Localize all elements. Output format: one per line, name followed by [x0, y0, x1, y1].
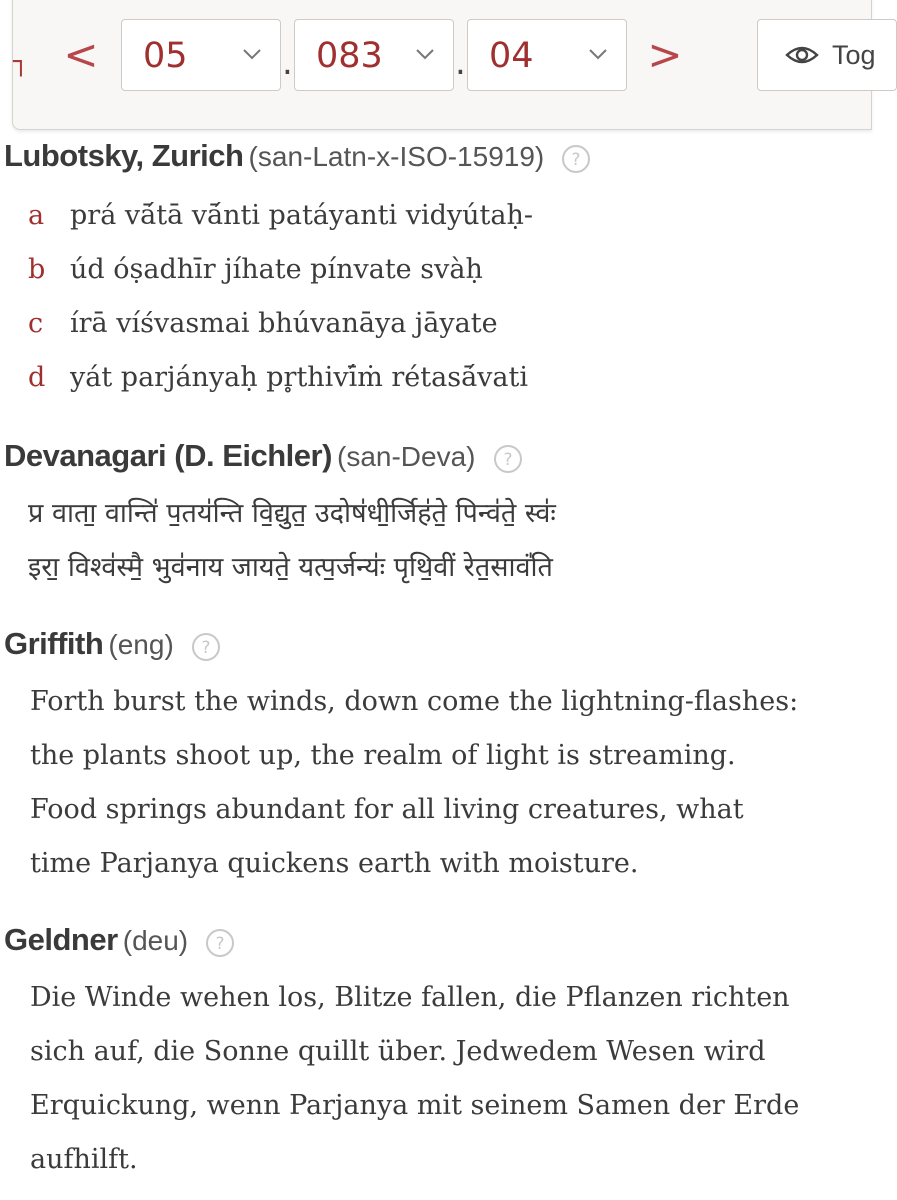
verse-line — [28, 196, 533, 236]
help-icon[interactable] — [561, 144, 591, 174]
language-tag: (deu) — [122, 925, 189, 956]
translation-line: sich auf, die Sonne quillt über. Jedwedem Wesen wird — [30, 1036, 766, 1067]
verse-text: úd óṣadhīr jíhate pínvate svàḥ — [70, 254, 483, 285]
translation-line: time Parjanya quickens earth with moisture. — [30, 848, 639, 879]
navigation-bar — [12, 0, 876, 130]
stanza-select-value: 04 — [489, 36, 534, 76]
next-stanza-button[interactable]: > — [647, 30, 683, 79]
toggle-button[interactable] — [757, 19, 897, 91]
hymn-select[interactable] — [294, 19, 454, 91]
help-icon[interactable] — [205, 928, 235, 958]
book-select-value: 05 — [143, 36, 188, 76]
partial-nav-glyph: ┐ — [13, 47, 29, 77]
devanagari-section-header — [4, 438, 523, 482]
help-icon[interactable] — [493, 444, 523, 474]
verse-line — [28, 358, 528, 398]
section-title: Geldner — [4, 922, 118, 957]
griffith-section-header — [4, 626, 221, 670]
chevron-down-icon — [413, 42, 437, 66]
select-separator: . — [455, 43, 466, 83]
geldner-section-header — [4, 922, 235, 966]
toggle-button-label: Tog — [832, 40, 876, 70]
previous-stanza-button[interactable]: < — [63, 30, 99, 79]
svg-text:?: ? — [215, 933, 225, 954]
language-tag: (san-Latn-x-ISO-15919) — [248, 141, 545, 172]
translation-line: Food springs abundant for all living creatures, what — [30, 794, 744, 825]
chevron-down-icon — [240, 42, 264, 66]
select-separator: . — [282, 43, 293, 83]
line-letter: d — [28, 362, 46, 393]
stanza-select[interactable] — [467, 19, 627, 91]
devanagari-line: प्र वाता॒ वान्ति॑ प॒तय॑न्ति वि॒द्युत॒ उदोष॑धी॒र्जिह॑ते॒ पिन्व॑ते॒ स्वः॑ — [28, 498, 556, 529]
language-tag: (san-Deva) — [337, 441, 476, 472]
translation-line: Forth burst the winds, down come the lightning-flashes: — [30, 686, 799, 717]
verse-text: írā víśvasmai bhúvanāya jāyate — [70, 308, 498, 339]
section-title: Lubotsky, Zurich — [4, 138, 244, 173]
translation-line: the plants shoot up, the realm of light is streaming. — [30, 740, 736, 771]
section-title: Devanagari (D. Eichler) — [4, 438, 332, 473]
verse-text: prá vā́tā vā́nti patáyanti vidyútaḥ- — [70, 200, 533, 231]
verse-line — [28, 250, 483, 290]
devanagari-line: इरा॒ विश्व॑स्मै॒ भुव॑नाय जायते॒ यत्प॒र्जन्यः॑ पृथि॒वीं रेत॒सावं॑ति — [28, 552, 553, 583]
line-letter: b — [28, 254, 46, 285]
chevron-down-icon — [586, 42, 610, 66]
book-select[interactable] — [121, 19, 281, 91]
verse-text: yát parjányaḥ pr̥thivī́ṁ rétasā́vati — [70, 362, 529, 393]
eye-icon — [785, 42, 819, 68]
section-title: Griffith — [4, 626, 104, 661]
translation-line: aufhilft. — [30, 1144, 138, 1175]
hymn-select-value: 083 — [316, 36, 383, 76]
line-letter: c — [28, 308, 44, 339]
help-icon[interactable] — [191, 632, 221, 662]
svg-text:?: ? — [201, 637, 211, 658]
language-tag: (eng) — [108, 629, 174, 660]
verse-line — [28, 304, 498, 344]
svg-text:?: ? — [571, 149, 581, 170]
lubotsky-section-header — [4, 138, 591, 182]
svg-text:?: ? — [503, 449, 513, 470]
translation-line: Die Winde wehen los, Blitze fallen, die Pflanzen richten — [30, 982, 790, 1013]
translation-line: Erquickung, wenn Parjanya mit seinem Samen der Erde — [30, 1090, 800, 1121]
line-letter: a — [28, 200, 45, 231]
